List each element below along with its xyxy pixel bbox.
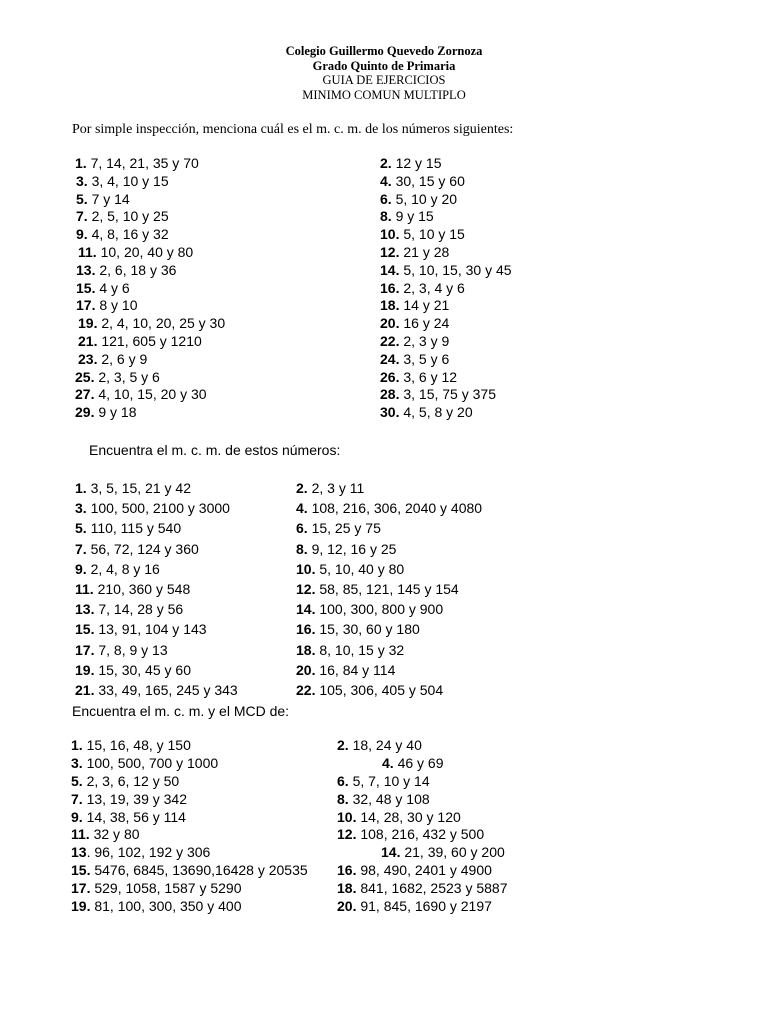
exercise-number: 18.: [337, 880, 357, 897]
exercise-number: 15.: [71, 862, 91, 879]
exercise-number: 3.: [75, 500, 87, 517]
exercise-item: [75, 559, 238, 579]
exercise-number: 21.: [78, 332, 98, 349]
exercise-numbers: 3, 5, 15, 21 y 42: [86, 480, 191, 496]
section1-right-list: [380, 155, 512, 422]
exercise-numbers: 16 y 24: [399, 315, 450, 332]
exercise-numbers: 91, 845, 1690 y 2197: [356, 898, 492, 915]
exercise-item: [380, 280, 512, 298]
section1-instruction: Por simple inspección, menciona cuál es el m. c. m. de los números siguientes:: [72, 122, 514, 137]
exercise-numbers: 5476, 6845, 13690,16428 y 20535: [90, 862, 308, 879]
exercise-numbers: 15, 25 y 75: [307, 520, 381, 537]
exercise-number: 1.: [71, 737, 83, 753]
exercise-number: 1.: [75, 480, 87, 496]
exercise-item: [75, 386, 225, 404]
exercise-numbers: 18, 24 y 40: [348, 737, 422, 753]
exercise-number: 25.: [75, 368, 95, 385]
exercise-number: 17.: [76, 297, 96, 314]
exercise-numbers: 16, 84 y 114: [315, 661, 396, 678]
exercise-numbers: . 96, 102, 192 y 306: [86, 844, 211, 861]
exercise-number: 3.: [76, 172, 88, 189]
exercise-numbers: 5, 7, 10 y 14: [348, 772, 430, 789]
exercise-numbers: 7 y 14: [87, 190, 130, 207]
exercise-item: [337, 791, 508, 809]
exercise-number: 13: [71, 844, 87, 861]
exercise-item: [75, 173, 225, 191]
exercise-number: 2.: [380, 155, 392, 171]
exercise-numbers: 4 y 6: [95, 279, 130, 296]
exercise-number: 14.: [296, 601, 316, 618]
exercise-numbers: 2, 3 y 11: [307, 480, 365, 496]
exercise-number: 5.: [76, 190, 88, 207]
exercise-item: [380, 244, 512, 262]
exercise-number: 17.: [71, 880, 91, 897]
exercise-item: [296, 498, 482, 518]
exercise-number: 20.: [380, 315, 400, 332]
exercise-numbers: 3, 5 y 6: [399, 350, 450, 367]
exercise-item: [75, 333, 225, 351]
exercise-number: 15.: [75, 621, 95, 638]
exercise-numbers: 32 y 80: [89, 826, 140, 843]
exercise-item: [296, 559, 482, 579]
exercise-item: [296, 619, 482, 639]
exercise-item: [296, 539, 482, 559]
exercise-numbers: 108, 216, 306, 2040 y 4080: [307, 500, 483, 517]
exercise-numbers: 15, 30, 60 y 180: [315, 621, 420, 638]
grade-level: Grado Quinto de Primaria: [312, 58, 456, 73]
exercise-numbers: 7, 14, 28 y 56: [94, 601, 184, 618]
exercise-item: [75, 498, 238, 518]
exercise-numbers: 98, 490, 2401 y 4900: [356, 862, 492, 879]
exercise-numbers: 2, 6 y 9: [97, 350, 148, 367]
exercise-number: 30.: [380, 404, 400, 421]
exercise-number: 9.: [76, 226, 88, 243]
exercise-number: 5.: [75, 520, 87, 537]
exercise-item: [71, 755, 308, 773]
exercise-numbers: 2, 3, 5 y 6: [94, 368, 160, 385]
topic-title: MINIMO COMUN MULTIPLO: [302, 87, 466, 102]
exercise-item: [71, 898, 308, 916]
exercise-item: [296, 680, 482, 700]
exercise-item: [337, 737, 508, 755]
exercise-numbers: 33, 49, 165, 245 y 343: [94, 681, 238, 698]
exercise-numbers: 3, 15, 75 y 375: [399, 386, 496, 403]
exercise-numbers: 15, 30, 45 y 60: [94, 661, 191, 678]
exercise-numbers: 210, 360 y 548: [93, 580, 191, 597]
exercise-item: [296, 640, 482, 660]
exercise-item: [337, 898, 508, 916]
exercise-number: 19.: [78, 315, 98, 332]
exercise-item: [380, 369, 512, 387]
exercise-item: [71, 844, 308, 862]
exercise-item: [337, 826, 508, 844]
exercise-number: 11.: [75, 580, 94, 597]
exercise-number: 9.: [75, 560, 87, 577]
section3-instruction: Encuentra el m. c. m. y el MCD de:: [72, 703, 290, 719]
exercise-number: 8.: [337, 790, 349, 807]
exercise-number: 14.: [381, 844, 401, 861]
exercise-numbers: 841, 1682, 2523 y 5887: [356, 880, 508, 897]
exercise-item: [296, 579, 482, 599]
exercise-item: [296, 478, 482, 498]
exercise-number: 4.: [380, 172, 392, 189]
exercise-number: 24.: [380, 350, 400, 367]
exercise-number: 2.: [337, 737, 349, 753]
exercise-numbers: 21, 39, 60 y 200: [400, 844, 505, 861]
exercise-number: 12.: [296, 580, 316, 597]
exercise-item: [71, 880, 308, 898]
exercise-number: 6.: [380, 190, 392, 207]
exercise-numbers: 13, 91, 104 y 143: [94, 621, 207, 638]
exercise-numbers: 9 y 18: [94, 404, 137, 421]
exercise-item: [380, 351, 512, 369]
exercise-number: 13.: [76, 261, 96, 278]
exercise-numbers: 12 y 15: [391, 155, 442, 171]
exercise-numbers: 4, 10, 15, 20 y 30: [94, 386, 207, 403]
exercise-number: 27.: [75, 386, 95, 403]
exercise-numbers: 8, 10, 15 y 32: [315, 641, 405, 658]
exercise-number: 16.: [296, 621, 316, 638]
exercise-item: [75, 155, 225, 173]
exercise-numbers: 9 y 15: [391, 208, 434, 225]
section2-right-list: [296, 478, 482, 700]
exercise-item: [71, 809, 308, 827]
exercise-numbers: 14 y 21: [399, 297, 450, 314]
exercise-numbers: 100, 500, 2100 y 3000: [86, 500, 230, 517]
exercise-number: 22.: [296, 681, 316, 698]
exercise-numbers: 14, 28, 30 y 120: [356, 808, 461, 825]
exercise-number: 7.: [71, 790, 83, 807]
exercise-item: [71, 791, 308, 809]
exercise-item: [380, 208, 512, 226]
exercise-number: 17.: [75, 641, 95, 658]
exercise-number: 6.: [337, 772, 349, 789]
section2-left-list: [75, 478, 238, 700]
exercise-item: [71, 862, 308, 880]
section1-left-list: [75, 155, 225, 422]
exercise-item: [75, 244, 225, 262]
exercise-item: [75, 680, 238, 700]
exercise-item: [75, 351, 225, 369]
exercise-number: 2.: [296, 480, 308, 496]
exercise-item: [380, 226, 512, 244]
exercise-number: 7.: [75, 540, 87, 557]
exercise-number: 13.: [75, 601, 95, 618]
exercise-numbers: 2, 4, 8 y 16: [86, 560, 160, 577]
exercise-item: [75, 191, 225, 209]
exercise-item: [75, 404, 225, 422]
exercise-item: [75, 280, 225, 298]
exercise-item: [75, 315, 225, 333]
exercise-numbers: 2, 3, 4 y 6: [399, 279, 465, 296]
exercise-number: 11.: [78, 243, 97, 260]
exercise-item: [75, 518, 238, 538]
exercise-item: [75, 226, 225, 244]
exercise-item: [380, 262, 512, 280]
exercise-numbers: 2, 3 y 9: [399, 332, 450, 349]
exercise-number: 14.: [380, 261, 400, 278]
exercise-item: [75, 208, 225, 226]
exercise-numbers: 529, 1058, 1587 y 5290: [90, 880, 242, 897]
exercise-item: [75, 619, 238, 639]
exercise-number: 8.: [296, 540, 308, 557]
exercise-numbers: 5, 10 y 20: [391, 190, 458, 207]
exercise-item: [71, 773, 308, 791]
exercise-number: 1.: [75, 155, 87, 171]
exercise-number: 20.: [337, 898, 357, 915]
guide-title: GUIA DE EJERCICIOS: [322, 73, 446, 87]
exercise-item: [71, 826, 308, 844]
exercise-number: 22.: [380, 332, 400, 349]
exercise-numbers: 14, 38, 56 y 114: [82, 808, 186, 825]
exercise-item: [296, 518, 482, 538]
exercise-number: 16.: [380, 279, 400, 296]
exercise-number: 10.: [296, 560, 316, 577]
exercise-item: [380, 386, 512, 404]
exercise-item: [71, 737, 308, 755]
exercise-numbers: 5, 10, 40 y 80: [315, 560, 405, 577]
exercise-numbers: 81, 100, 300, 350 y 400: [90, 898, 242, 915]
exercise-item: [337, 809, 508, 827]
exercise-number: 18.: [296, 641, 316, 658]
exercise-number: 15.: [76, 279, 96, 296]
exercise-item: [296, 660, 482, 680]
exercise-numbers: 4, 5, 8 y 20: [399, 404, 473, 421]
exercise-number: 10.: [380, 226, 400, 243]
section3-left-list: [71, 737, 308, 916]
exercise-number: 8.: [380, 208, 392, 225]
exercise-item: [75, 262, 225, 280]
exercise-numbers: 7, 14, 21, 35 y 70: [86, 155, 199, 171]
exercise-item: [337, 773, 508, 791]
exercise-item: [75, 539, 238, 559]
exercise-number: 23.: [78, 350, 98, 367]
exercise-numbers: 2, 4, 10, 20, 25 y 30: [97, 315, 226, 332]
exercise-numbers: 5, 10 y 15: [399, 226, 465, 243]
exercise-item: [380, 315, 512, 333]
document-header: [0, 44, 768, 102]
exercise-number: 18.: [380, 297, 400, 314]
exercise-item: [75, 478, 238, 498]
exercise-item: [380, 297, 512, 315]
school-name: Colegio Guillermo Quevedo Zornoza: [285, 44, 483, 58]
exercise-number: 16.: [337, 862, 357, 879]
exercise-number: 29.: [75, 404, 95, 421]
exercise-item: [337, 844, 508, 862]
exercise-number: 3.: [71, 754, 83, 771]
exercise-number: 7.: [76, 208, 88, 225]
exercise-item: [337, 755, 508, 773]
exercise-item: [380, 155, 512, 173]
exercise-numbers: 7, 8, 9 y 13: [94, 641, 168, 658]
exercise-number: 4.: [296, 500, 308, 517]
exercise-numbers: 100, 500, 700 y 1000: [82, 754, 219, 771]
exercise-numbers: 2, 6, 18 y 36: [95, 261, 177, 278]
exercise-numbers: 100, 300, 800 y 900: [315, 601, 444, 618]
exercise-item: [380, 191, 512, 209]
exercise-number: 5.: [71, 772, 83, 789]
exercise-item: [75, 297, 225, 315]
section3-right-list: [337, 737, 508, 916]
exercise-number: 6.: [296, 520, 308, 537]
exercise-item: [380, 404, 512, 422]
exercise-numbers: 46 y 69: [393, 754, 444, 771]
exercise-number: 10.: [337, 808, 357, 825]
exercise-item: [380, 173, 512, 191]
exercise-item: [75, 660, 238, 680]
exercise-number: 20.: [296, 661, 316, 678]
exercise-numbers: 30, 15 y 60: [391, 172, 465, 189]
exercise-number: 12.: [380, 243, 400, 260]
exercise-item: [296, 599, 482, 619]
section2-instruction: Encuentra el m. c. m. de estos números:: [89, 442, 341, 458]
exercise-numbers: 2, 3, 6, 12 y 50: [82, 772, 180, 789]
exercise-numbers: 110, 115 y 540: [86, 520, 182, 537]
exercise-numbers: 15, 16, 48, y 150: [82, 737, 191, 753]
exercise-numbers: 13, 19, 39 y 342: [82, 790, 187, 807]
exercise-item: [75, 369, 225, 387]
exercise-numbers: 5, 10, 15, 30 y 45: [399, 261, 512, 278]
exercise-number: 12.: [337, 826, 357, 843]
exercise-item: [75, 579, 238, 599]
exercise-numbers: 2, 5, 10 y 25: [87, 208, 169, 225]
exercise-number: 26.: [380, 368, 400, 385]
exercise-numbers: 21 y 28: [399, 243, 450, 260]
exercise-number: 19.: [75, 661, 95, 678]
exercise-number: 19.: [71, 898, 91, 915]
exercise-numbers: 4, 8, 16 y 32: [87, 226, 169, 243]
exercise-numbers: 3, 6 y 12: [399, 368, 458, 385]
exercise-item: [337, 862, 508, 880]
exercise-numbers: 9, 12, 16 y 25: [307, 540, 397, 557]
exercise-number: 9.: [71, 808, 83, 825]
exercise-number: 11.: [71, 826, 90, 843]
exercise-numbers: 3, 4, 10 y 15: [87, 172, 169, 189]
exercise-numbers: 56, 72, 124 y 360: [86, 540, 199, 557]
exercise-item: [75, 599, 238, 619]
exercise-numbers: 58, 85, 121, 145 y 154: [315, 580, 459, 597]
exercise-number: 21.: [75, 681, 95, 698]
exercise-number: 4.: [382, 754, 394, 771]
exercise-item: [380, 333, 512, 351]
exercise-item: [75, 640, 238, 660]
exercise-numbers: 32, 48 y 108: [348, 790, 430, 807]
exercise-numbers: 108, 216, 432 y 500: [356, 826, 485, 843]
exercise-item: [337, 880, 508, 898]
exercise-numbers: 8 y 10: [95, 297, 138, 314]
exercise-number: 28.: [380, 386, 400, 403]
exercise-numbers: 121, 605 y 1210: [97, 332, 202, 349]
exercise-numbers: 10, 20, 40 y 80: [96, 243, 194, 260]
exercise-numbers: 105, 306, 405 y 504: [315, 681, 444, 698]
